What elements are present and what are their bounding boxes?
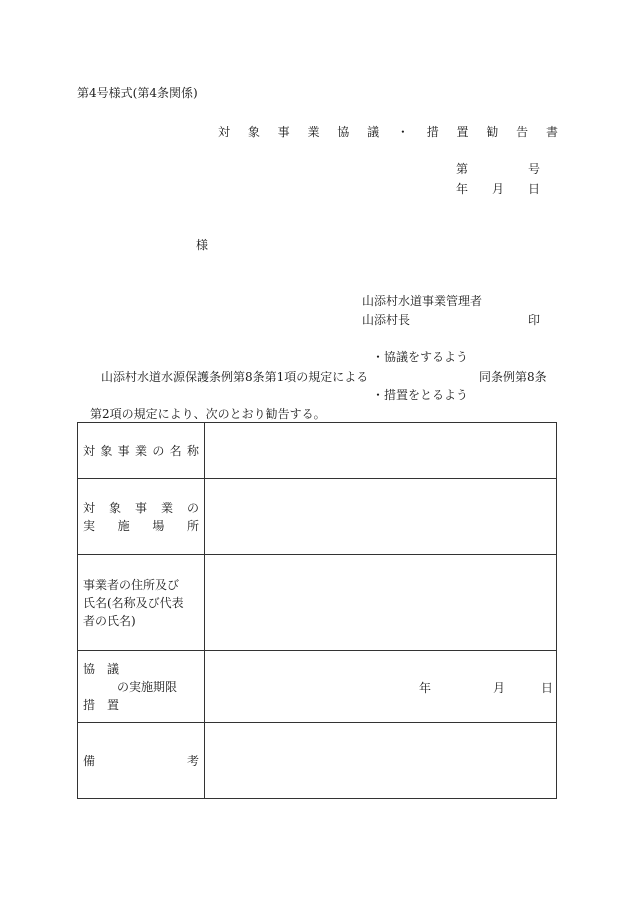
row-project-name: [78, 423, 557, 479]
label-project-name: 対 象 事 業 の 名 称: [78, 423, 205, 479]
main-clause-right: 同条例第8条: [479, 370, 547, 384]
document-title: 対 象 事 業 協 議 ・ 措 置 勧 告 書: [218, 125, 565, 139]
option-consult: ・協議をするよう: [372, 350, 469, 364]
label-deadline: 協 議 の実施期限 措 置: [78, 651, 205, 723]
main-clause-left: 山添村水道水源保護条例第8条第1項の規定による: [101, 370, 369, 384]
value-deadline[interactable]: [205, 651, 557, 723]
row-remarks: [78, 723, 557, 799]
ref-go: 号: [528, 162, 541, 176]
form-number: 第4号様式(第4条関係): [77, 86, 198, 100]
seal-mark: 印: [528, 313, 541, 327]
value-project-name[interactable]: [205, 423, 557, 479]
form-table: [77, 422, 557, 799]
body-line2: 第2項の規定により、次のとおり勧告する。: [90, 407, 326, 421]
addressee-sama: 様: [196, 238, 209, 252]
row-project-location: [78, 479, 557, 555]
value-remarks[interactable]: [205, 723, 557, 799]
ref-dai: 第: [456, 162, 469, 176]
row-deadline: [78, 651, 557, 723]
label-project-location: 対 象 事 業 の 実 施 場 所: [78, 479, 205, 555]
label-remarks: 備 考: [78, 723, 205, 799]
deadline-month: 月: [493, 681, 506, 695]
sender-org: 山添村水道事業管理者: [362, 294, 483, 308]
label-operator: 事業者の住所及び 氏名(名称及び代表 者の氏名): [78, 555, 205, 651]
sender-name: 山添村長: [362, 313, 411, 327]
date-month: 月: [492, 182, 505, 196]
row-operator: [78, 555, 557, 651]
deadline-year: 年: [419, 681, 432, 695]
date-day: 日: [528, 182, 541, 196]
deadline-day: 日: [541, 681, 554, 695]
value-project-location[interactable]: [205, 479, 557, 555]
value-operator[interactable]: [205, 555, 557, 651]
option-measure: ・措置をとるよう: [372, 388, 469, 402]
date-year: 年: [456, 182, 469, 196]
